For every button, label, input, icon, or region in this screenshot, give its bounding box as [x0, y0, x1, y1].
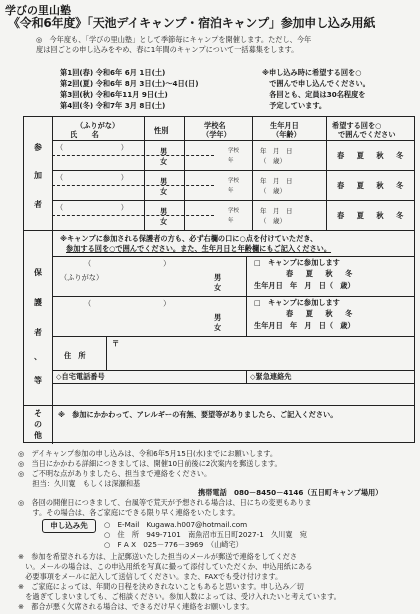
col-furigana: （ふりがな）: [76, 121, 120, 130]
p3-paren: （ ）: [56, 203, 128, 212]
p3-seasons[interactable]: 春 夏 秋 冬: [337, 211, 409, 220]
p1-ymd: 年 月 日: [260, 147, 293, 155]
p2-grade: 年: [228, 188, 234, 194]
p1-grade: 年: [228, 158, 234, 164]
guardian-side-5: 等: [34, 376, 42, 385]
participants-side-2: 加: [34, 171, 42, 180]
note-7: す。その場合は、各ご家庭にできる限り早く連絡をいたします。: [18, 508, 240, 517]
side-note-3: 各回とも、定員は30名程度を: [262, 90, 366, 99]
guardian-side-3: 者: [34, 328, 42, 337]
p3-age: （ 歳）: [260, 217, 286, 225]
footer-note-6: ※ 都合が悪く欠席される場合は、できるだけ早く連絡をお願いします。: [18, 602, 254, 611]
col-school: 学校名: [204, 121, 226, 130]
p2-male[interactable]: 男: [160, 177, 168, 186]
side-note-1: ※申し込み時に希望する回を○: [262, 68, 362, 77]
home-phone-label: ◇自宅電話番号: [56, 372, 105, 381]
p2-school: 学校: [228, 178, 240, 184]
apply-address: ○ 住 所 949-7101 南魚沼市五日町2027-1 久川寛 宛: [104, 530, 307, 539]
date-line-1: 第1回(春) 令和6年 6月 1日(土): [60, 68, 166, 77]
p2-paren: （ ）: [56, 173, 128, 182]
other-side-2: の: [34, 420, 42, 429]
p2-seasons[interactable]: 春 夏 秋 冬: [337, 181, 409, 190]
p3-school: 学校: [228, 208, 240, 214]
note-5: 携帯電話 080－8450－4146（五日町キャンプ場用）: [198, 488, 383, 497]
col-gender: 性別: [154, 126, 169, 135]
note-2: ◎ 当日にかかわる詳細につきましては、開催10日前後に2次案内を郵送します。: [18, 459, 282, 468]
other-side-1: そ: [34, 409, 42, 418]
g1-male[interactable]: 男: [214, 273, 222, 282]
note-1: ◎ デイキャンプ参加の申し込みは、令和6年5月15日(水)までにお願いします。: [18, 449, 278, 458]
guardian-notice-2: 参加する回を○で囲んでください。また、生年月日と年齢欄にもご記入ください。: [66, 244, 332, 253]
intro-line-1: ◎ 今年度も、「学びの里山塾」として季節毎にキャンプを開催します。ただし、今年: [36, 35, 312, 44]
col-grade: （学年）: [202, 130, 231, 139]
p1-age: （ 歳）: [260, 157, 286, 165]
g1-seasons[interactable]: 春 夏 秋 冬: [286, 269, 358, 278]
guardian-notice-1: ※キャンプに参加される保護者の方も、必ず右欄の口に○点を付けていただき、: [60, 234, 318, 243]
postal-mark: 〒: [112, 339, 120, 348]
date-line-4: 第4回(冬) 令和7年 3月 8日(土): [60, 101, 166, 110]
p3-grade: 年: [228, 218, 234, 224]
g2-seasons[interactable]: 春 夏 秋 冬: [286, 309, 358, 318]
p2-age: （ 歳）: [260, 187, 286, 195]
p1-seasons[interactable]: 春 夏 秋 冬: [337, 151, 409, 160]
apply-email: ○ E-Mail Kugawa.h007@hotmail.com: [104, 520, 248, 529]
col-hope-2: で囲んでください: [338, 130, 396, 139]
p3-female[interactable]: 女: [160, 217, 168, 226]
g1-female[interactable]: 女: [214, 283, 222, 292]
other-text: ※ 参加にかかわって、アレルギーの有無、要望等がありましたら、ご記入ください。: [58, 410, 338, 419]
application-form: [23, 116, 415, 443]
p1-school: 学校: [228, 148, 240, 154]
p2-ymd: 年 月 日: [260, 177, 293, 185]
col-name: 氏 名: [70, 130, 99, 139]
participants-side-1: 参: [34, 143, 42, 152]
g1-birth: 生年月日 年 月 日（ 歳）: [254, 281, 355, 290]
p1-female[interactable]: 女: [160, 157, 168, 166]
guardian-side-2: 護: [34, 298, 42, 307]
note-6: ◎ 各回の開催日につきまして、台風等で荒天が予想される場合は、日にちの変更もありま: [18, 498, 312, 507]
footer-note-2: い。メールの場合は、この申込用紙を写真に撮って添付していただくか、申込用紙にある: [18, 562, 313, 571]
date-line-3: 第3回(秋) 令和6年11月 9日(土): [60, 90, 168, 99]
form-title: 《令和6年度》「天池デイキャンプ・宿泊キャンプ」参加申し込み用紙: [8, 16, 376, 30]
g2-join[interactable]: □ キャンプに参加します: [254, 298, 340, 307]
p1-paren: （ ）: [56, 143, 128, 152]
side-note-2: で囲んで申し込んでください。: [262, 79, 370, 88]
other-side-3: 他: [34, 431, 42, 440]
g2-male[interactable]: 男: [214, 313, 222, 322]
guardian-side-4: 、: [34, 352, 42, 361]
g2-birth: 生年月日 年 月 日（ 歳）: [254, 321, 355, 330]
intro-line-2: 度は回ごとの申し込みをやめ、春に1年間のキャンプについて一括募集をします。: [36, 45, 299, 54]
date-line-2: 第2回(夏) 令和6年 8月 3日(土)～4日(日): [60, 79, 199, 88]
footer-note-1: ※ 参加を希望される方は、上記郵送いたした担当のメールが郵送で連絡をしてくださ: [18, 552, 298, 561]
g2-paren: （ ）: [84, 299, 171, 308]
g2-female[interactable]: 女: [214, 323, 222, 332]
note-4: 担当：久川寛 もしくは深瀬和基: [18, 479, 141, 488]
note-3: ◎ ご不明な点がありましたら、担当まで連絡をください。: [18, 469, 212, 478]
participants-side-3: 者: [34, 200, 42, 209]
address-label: 住 所: [64, 351, 86, 360]
apply-to-label: 申し込み先: [42, 519, 96, 533]
p2-female[interactable]: 女: [160, 187, 168, 196]
p3-male[interactable]: 男: [160, 207, 168, 216]
col-hope-1: 希望する回を○: [332, 121, 382, 130]
p1-male[interactable]: 男: [160, 147, 168, 156]
footer-note-3: 必要事項をメールに記入して送信してください。また、FAXでも受け付けます。: [18, 572, 283, 581]
col-age: （年齢）: [272, 130, 301, 139]
footer-note-5: を過ぎてしまいましても、ご相談ください。参加人数によっては、受け入れたいと考えています。: [18, 592, 341, 601]
g1-join[interactable]: □ キャンプに参加します: [254, 258, 340, 267]
p3-ymd: 年 月 日: [260, 207, 293, 215]
emergency-label: ◇緊急連絡先: [250, 372, 292, 381]
footer-note-4: ※ ご家庭によっては、年間の日程を決めきれないこともあると思います。申し込み／切: [18, 582, 304, 591]
g1-paren: （ ）: [84, 259, 171, 268]
side-note-4: 予定しています。: [262, 101, 327, 110]
g1-furigana: （ふりがな）: [60, 273, 104, 282]
col-birth: 生年月日: [270, 121, 299, 130]
org-name: 学びの里山塾: [5, 4, 71, 17]
apply-fax: ○ F A X 025－776－3969 （山崎宅）: [104, 540, 243, 549]
guardian-side-1: 保: [34, 268, 42, 277]
